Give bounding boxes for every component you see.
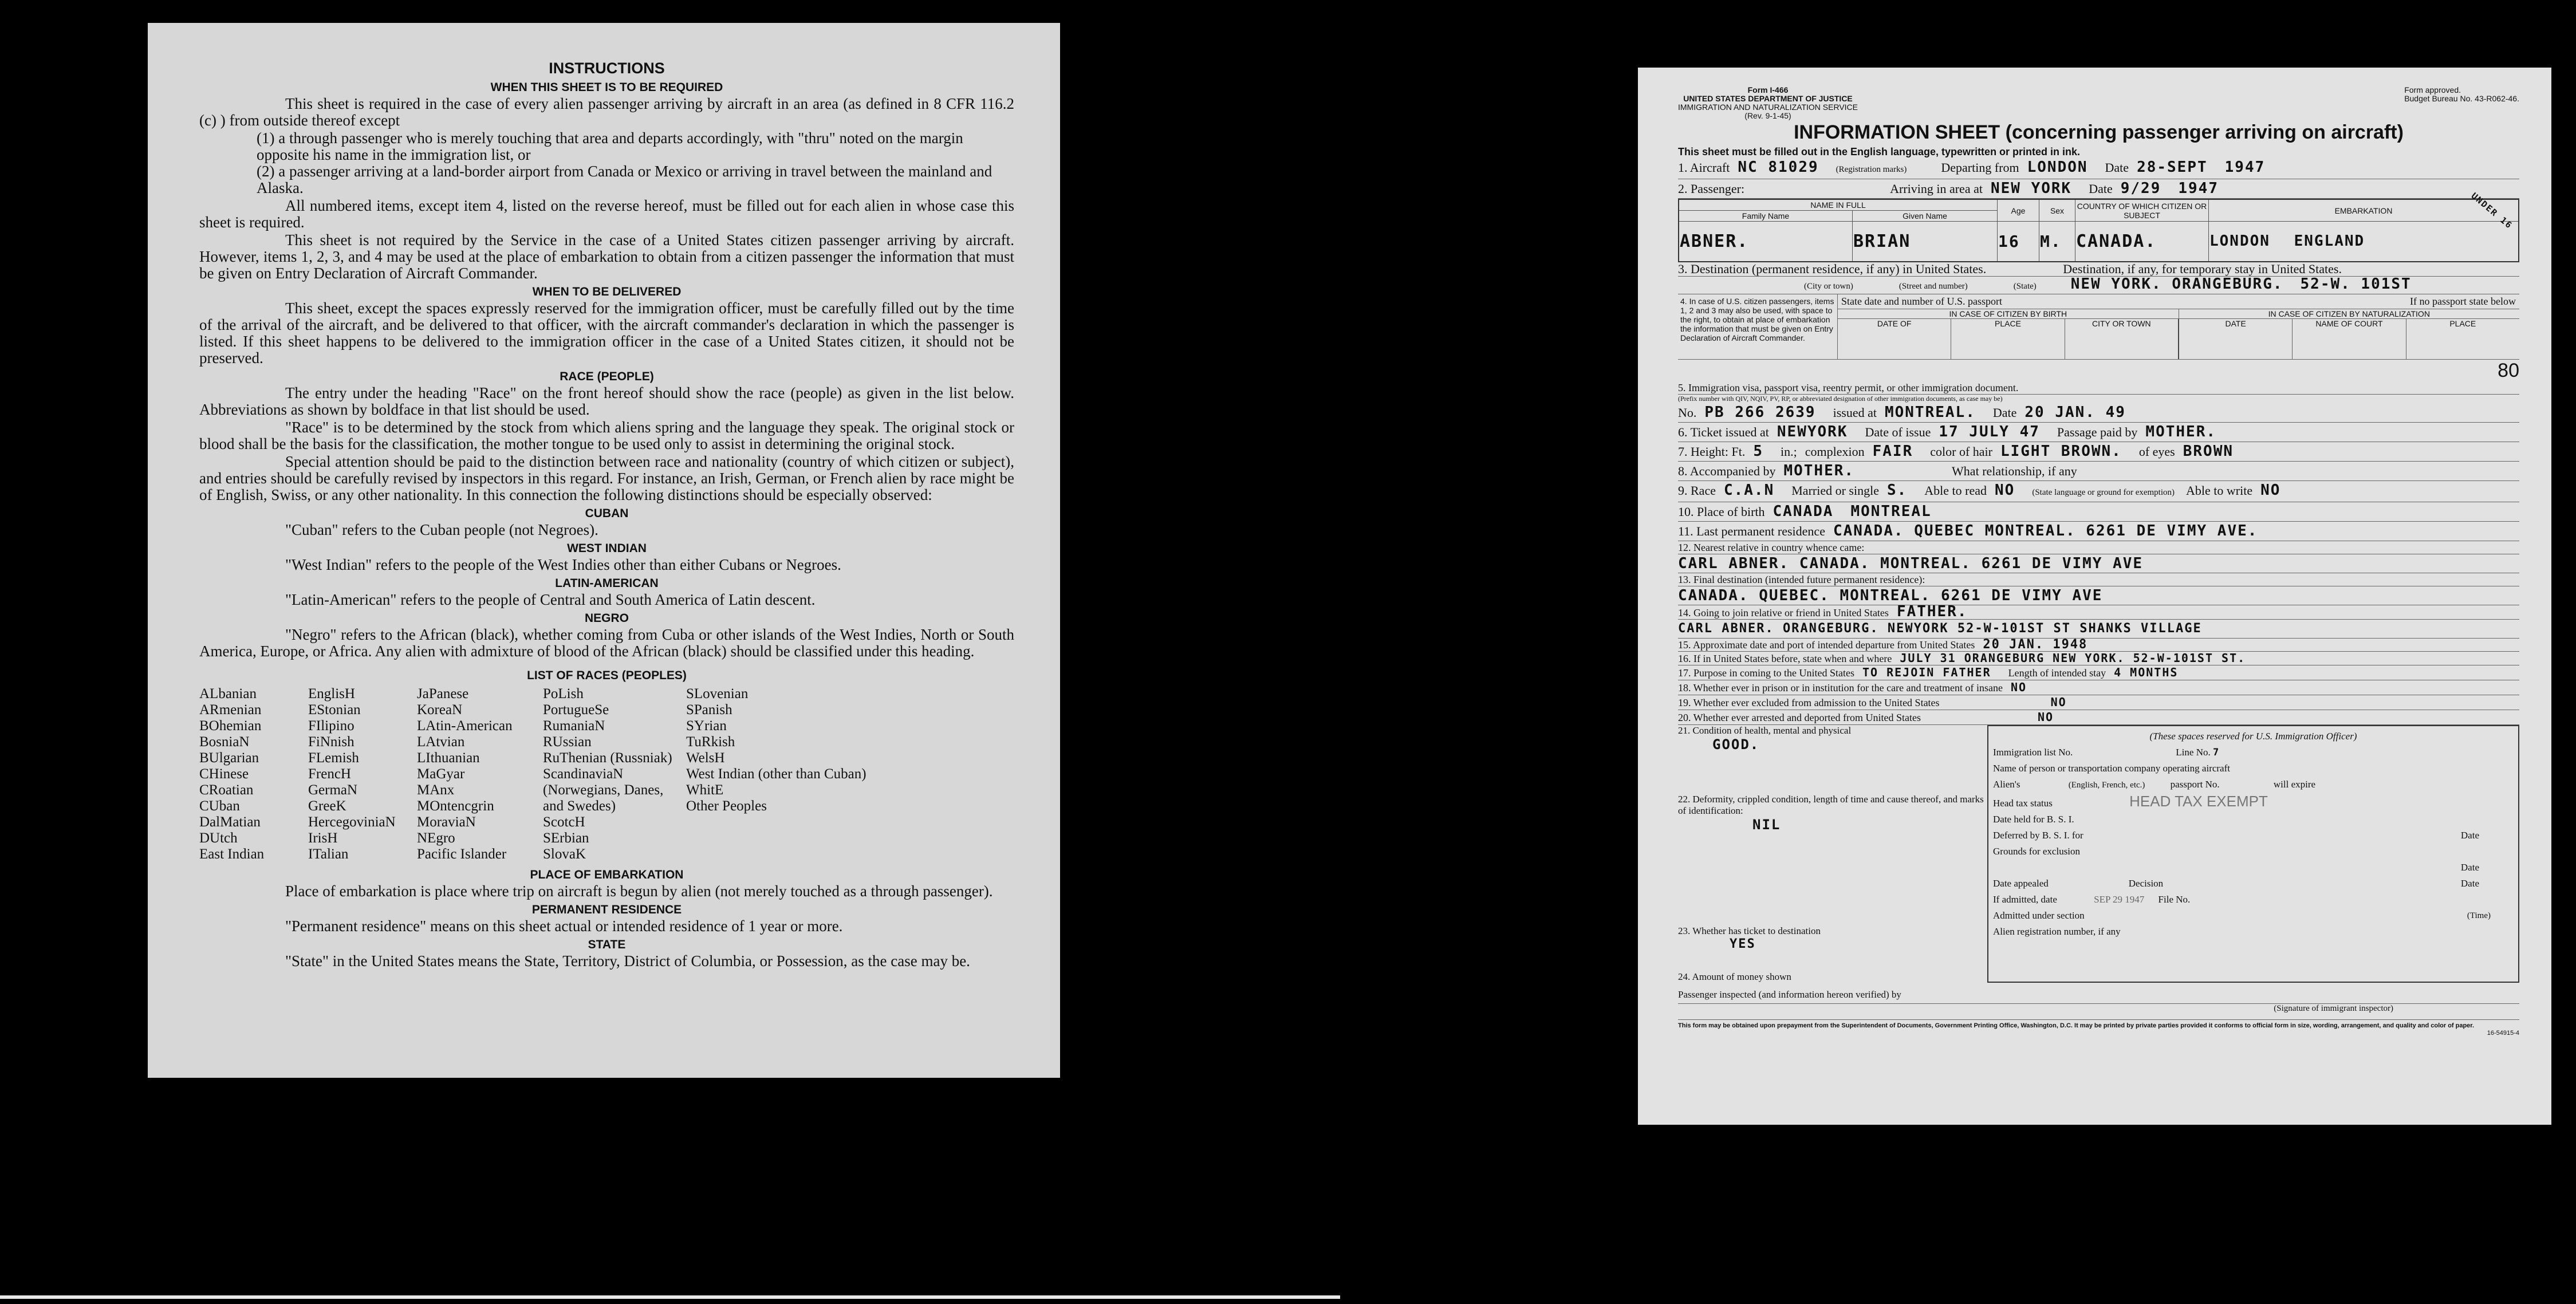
item-12-label-row <box>1678 541 2519 554</box>
height-in-label: in.; <box>1781 444 1797 459</box>
ticket-destination-label: 23. Whether has ticket to destination <box>1678 925 1821 936</box>
race-item: PoLish <box>543 686 584 702</box>
write-label: Able to write <box>2186 483 2253 498</box>
departing-label: Departing from <box>1941 160 2019 175</box>
exception-item-2: (2) a passenger arriving at a land-border airport from Canada or Mexico or arriving in travel between the mainland and Alaska. <box>257 163 992 196</box>
item-12-value-row <box>1678 554 2519 573</box>
complexion-value: FAIR <box>1872 442 1913 460</box>
arriving-value: NEW YORK <box>1990 180 2072 197</box>
sub-col-court: NAME OF COURT <box>2292 319 2405 359</box>
sub-col-city: CITY OR TOWN <box>2065 319 2178 359</box>
accompanied-value: MOTHER. <box>1783 462 1855 479</box>
item-3-label: 3. Destination (permanent residence, if any) in United States. <box>1678 262 1987 276</box>
race-item: TuRkish <box>686 734 735 750</box>
when-required-heading: WHEN THIS SHEET IS TO BE REQUIRED <box>490 81 723 94</box>
race-item: IrisH <box>308 830 338 846</box>
paragraph-1: This sheet is required in the case of every alien passenger arriving by aircraft in an area (as defined in 8 CFR 116.2 (c) ) from outside thereof except <box>199 95 1014 129</box>
admitted-stamp: SEP 29 1947 <box>2094 893 2145 905</box>
races-column-5 <box>686 686 1014 862</box>
aircraft-label: 1. Aircraft <box>1678 160 1730 175</box>
information-sheet <box>1638 68 2551 1125</box>
marital-value: S. <box>1886 481 1908 499</box>
item-18-row <box>1678 680 2519 695</box>
company-label: Name of person or transportation company operating aircraft <box>1993 762 2230 774</box>
cuban-text: "Cuban" refers to the Cuban people (not Negroes). <box>285 521 598 538</box>
decision-date-label: Date <box>2460 877 2479 889</box>
race-item: DUtch <box>199 830 238 846</box>
residence-text: "Permanent residence" means on this sheet actual or intended residence of 1 year or more. <box>285 917 843 935</box>
race-item: MOntencgrin <box>417 798 494 814</box>
head-tax-stamp: HEAD TAX EXEMPT <box>2129 792 2268 810</box>
last-residence-label: 11. Last permanent residence <box>1678 523 1825 538</box>
grounds-label: Grounds for exclusion <box>1993 845 2081 857</box>
before-value: JULY 31 ORANGEBURG NEW YORK. 52-W-101ST ST. <box>1900 651 2246 665</box>
date-of-issue-label: Date of issue <box>1865 424 1931 439</box>
header-right <box>2404 86 2519 120</box>
line-no-label: Line No. <box>2176 746 2211 758</box>
decision-label: Decision <box>2128 877 2164 889</box>
col-given-name: Given Name <box>1853 211 1998 222</box>
relationship-label: What relationship, if any <box>1952 463 2077 478</box>
write-value: NO <box>2260 481 2281 499</box>
visa-date: 20 JAN. 49 <box>2024 403 2126 421</box>
service: IMMIGRATION AND NATURALIZATION SERVICE <box>1678 103 1858 112</box>
join-relative-label: 14. Going to join relative or friend in United States <box>1678 606 1889 618</box>
final-destination-value: CANADA. QUEBEC. MONTREAL. 6261 DE VIMY AVE <box>1678 586 2103 604</box>
race-item: ALbanian <box>199 686 257 702</box>
item-16-row <box>1678 652 2519 665</box>
race-item: PortugueSe <box>543 702 609 718</box>
item-3-value-row <box>1678 277 2519 294</box>
item-19-row <box>1678 695 2519 710</box>
races-column-4 <box>543 686 686 862</box>
embarkation-country: ENGLAND <box>2294 233 2365 250</box>
form-approved: Form approved. <box>2404 85 2461 94</box>
officer-heading: (These spaces reserved for U.S. Immigration Officer) <box>2149 730 2357 742</box>
under-16-note: UNDER 16 <box>2469 190 2515 231</box>
race-item: EnglisH <box>308 686 355 702</box>
item-3-temp-label: Destination, if any, for temporary stay in United States. <box>2063 262 2342 276</box>
race-item: RumaniaN <box>543 718 605 734</box>
margin-number: 80 <box>2498 359 2519 381</box>
read-lang-caption: (State language or ground for exemption) <box>2032 487 2175 497</box>
paragraph-2: All numbered items, except item 4, listed on the reverse hereof, must be filled out for each alien in whose case this sheet is required. <box>199 197 1014 231</box>
signature-caption: (Signature of immigrant inspector) <box>2274 1003 2393 1013</box>
given-name: BRIAN <box>1853 222 1998 262</box>
purpose-label: 17. Purpose in coming to the United States <box>1678 667 1854 679</box>
race-item: ScandinaviaN (Norwegians, Danes, and Swedes) <box>543 766 664 814</box>
date-held-label: Date held for B. S. I. <box>1993 813 2074 825</box>
col-sex: Sex <box>2039 199 2075 222</box>
form-number: Form I-466 <box>1747 85 1789 94</box>
sub-col-place: PLACE <box>1951 319 2064 359</box>
embarkation-heading: PLACE OF EMBARKATION <box>530 868 684 881</box>
col-citizen: COUNTRY OF WHICH CITIZEN OR SUBJECT <box>2075 199 2209 222</box>
budget-number: Budget Bureau No. 43-R062-46. <box>2404 94 2519 103</box>
state-caption: (State) <box>2013 281 2037 291</box>
immigration-list-row <box>1993 744 2514 761</box>
excluded-label: 19. Whether ever excluded from admission to the United States <box>1678 696 1940 708</box>
deferred-label: Deferred by B. S. I. for <box>1993 829 2083 841</box>
race-item: LAtin-American <box>417 718 513 734</box>
by-birth-label: IN CASE OF CITIZEN BY BIRTH <box>1949 309 2067 318</box>
deformity-value: NIL <box>1752 816 1781 833</box>
read-value: NO <box>1995 481 2015 499</box>
depart-year-value: 1947 <box>2224 159 2266 176</box>
race-heading: RACE (PEOPLE) <box>560 370 654 383</box>
head-tax-row <box>1993 793 2514 811</box>
state-text: "State" in the United States means the State, Territory, District of Columbia, or Possession, as the case may be. <box>285 952 970 970</box>
exception-item-1: (1) a through passenger who is merely touching that area and departs accordingly, with "thru" noted on the margin opposite his name in the immigration list, or <box>257 129 963 163</box>
paragraph-7: Special attention should be paid to the distinction between race and nationality (country of which citizen or subject), and entries should be carefully revised by inspectors in this regard. For instance, an Irish, German, or French alien by race might be of English, Swiss, or any other nationality. In this connection the following distinctions should be especially observed: <box>199 453 1014 503</box>
excluded-value: NO <box>2050 695 2067 709</box>
passenger-table <box>1678 190 2519 262</box>
visa-date-label: Date <box>1992 405 2017 420</box>
deported-value: NO <box>2038 710 2054 724</box>
item-3-row <box>1678 262 2519 277</box>
citizen-sub-cols <box>1838 318 2519 359</box>
race-item: ITalian <box>308 846 349 862</box>
race-item: FrencH <box>308 766 351 782</box>
race-item: MaGyar <box>417 766 465 782</box>
purpose-value: TO REJOIN FATHER <box>1862 665 1991 679</box>
race-item: FiNnish <box>308 734 355 750</box>
departure-label: 15. Approximate date and port of intended departure from United States <box>1678 639 1975 651</box>
sheet-header <box>1678 86 2519 120</box>
race-item: RUssian <box>543 734 592 750</box>
length-stay-value: 4 MONTHS <box>2114 665 2179 679</box>
item-23-block <box>1678 925 1987 971</box>
item-14-label-row <box>1678 605 2519 620</box>
destination-street: 52-W. 101ST <box>2300 276 2412 293</box>
paragraph-5: The entry under the heading "Race" on the front hereof should show the race (people) as given in the list below. Abbreviations as shown by boldface in that list should be used. <box>199 384 1014 418</box>
appealed-row <box>1993 876 2514 892</box>
race-item: SlovaK <box>543 846 586 862</box>
item-4-table <box>1837 294 2519 359</box>
race-item: WhitE <box>686 782 724 798</box>
item-5-row <box>1678 381 2519 395</box>
passage-paid-by: MOTHER. <box>2145 423 2216 440</box>
when-delivered-heading: WHEN TO BE DELIVERED <box>532 285 682 298</box>
sheet-title: INFORMATION SHEET (concerning passenger arriving on aircraft) <box>1794 121 2404 143</box>
races-column-2 <box>308 686 417 862</box>
arrive-year-value: 1947 <box>2178 180 2219 197</box>
join-relationship: FATHER. <box>1896 605 1968 620</box>
latin-heading: LATIN-AMERICAN <box>555 577 659 590</box>
ticket-issued-label: 6. Ticket issued at <box>1678 424 1769 439</box>
race-item: WelsH <box>686 750 725 766</box>
nearest-relative-value: CARL ABNER. CANADA. MONTREAL. 6261 DE VIMY AVE <box>1678 554 2144 572</box>
item-5-value-row <box>1678 403 2519 423</box>
item-20-row <box>1678 710 2519 725</box>
birth-country: CANADA <box>1773 502 1834 520</box>
departure-value: 20 JAN. 1948 <box>1983 638 2088 652</box>
prison-label: 18. Whether ever in prison or in institution for the care and treatment of insane <box>1678 681 2003 694</box>
sex: M. <box>2039 222 2075 262</box>
item-4-label: 4. In case of U.S. citizen passengers, items 1, 2 and 3 may also be used, with space to the right, to obtain at place of embarkation the information that must be given on Entry Declaration of Aircraft Commander. <box>1680 296 1834 342</box>
final-destination-label: 13. Final destination (intended future permanent residence): <box>1678 573 1925 585</box>
length-stay-label: Length of intended stay <box>2008 667 2106 679</box>
item-9-row <box>1678 481 2519 502</box>
visa-number: PB 266 2639 <box>1704 403 1816 421</box>
depart-date-value: 28-SEPT <box>2137 159 2208 176</box>
race-item: BosniaN <box>199 734 250 750</box>
races-heading: LIST OF RACES (PEOPLES) <box>527 669 687 682</box>
before-label: 16. If in United States before, state when and where <box>1678 652 1892 664</box>
item-14-value-row <box>1678 620 2519 639</box>
aliens-row <box>1993 777 2514 793</box>
read-label: Able to read <box>1924 483 1987 498</box>
state-heading: STATE <box>588 938 626 951</box>
race-item: CRoatian <box>199 782 254 798</box>
arrive-date-label: Date <box>2089 182 2113 196</box>
exceptions-list <box>257 130 1014 196</box>
admitted-under-row <box>1993 908 2514 924</box>
accompanied-label: 8. Accompanied by <box>1678 463 1776 478</box>
time-caption: (Time) <box>2467 911 2491 920</box>
paragraph-4: This sheet, except the spaces expressly reserved for the immigration officer, must be carefully filled out by the time of the arrival of the aircraft, and be delivered to that officer, with the aircraft commander's declaration in which the passenger is listed. If this sheet happens to be delivered to the immigration officer in the case of a United States citizen, it should not be preserved. <box>199 300 1014 367</box>
embarkation-city: LONDON <box>2209 233 2270 250</box>
fill-note: This sheet must be filled out in the English language, typewritten or printed in ink. <box>1678 146 2081 157</box>
item-22-block <box>1678 794 1987 925</box>
age: 16 <box>1998 222 2039 262</box>
col-name-in-full: NAME IN FULL <box>1679 199 1998 211</box>
paragraph-6: "Race" is to be determined by the stock from which aliens spring and the language they speak. The original stock or blood shall be the basis for the classification, the mother tongue to be used only to assist in determining the original stock. <box>199 419 1014 452</box>
item-5-label: 5. Immigration visa, passport visa, reentry permit, or other immigration document. <box>1678 381 2019 393</box>
item-4-block <box>1678 294 2519 360</box>
item-6-row <box>1678 423 2519 442</box>
race-item: JaPanese <box>417 686 469 702</box>
no-passport-label: If no passport state below <box>2410 295 2516 307</box>
lower-section <box>1678 725 2519 983</box>
header-left <box>1678 86 1858 120</box>
race-item: BOhemian <box>199 718 262 734</box>
form-footer: This form may be obtained upon prepayment from the Superintendent of Documents, Government Printing Office, Washington, D.C. It may be printed by private parties provided it conforms to official form in size, wording, arrangement, and quality and color of paper. <box>1678 1019 2519 1030</box>
negro-text: "Negro" refers to the African (black), whether coming from Cuba or other islands of the West Indies, North or South America, Europe, or Africa. Any alien with admixture of blood of the African (black) should be classified under this heading. <box>199 626 1014 660</box>
print-code: 16-54915-4 <box>2487 1029 2519 1037</box>
passport-label: State date and number of U.S. passport <box>1841 295 2002 307</box>
instructions-page <box>148 23 1060 1078</box>
marital-label: Married or single <box>1791 483 1879 498</box>
item-10-row <box>1678 502 2519 522</box>
destination-value: NEW YORK. ORANGEBURG. <box>2070 276 2283 293</box>
race-item: Other Peoples <box>686 798 767 814</box>
passport-no-label: passport No. <box>2170 778 2220 790</box>
ticket-destination-value: YES <box>1730 936 1756 951</box>
item-1-row <box>1678 158 2519 179</box>
passenger-label: 2. Passenger: <box>1678 182 1745 196</box>
money-label: 24. Amount of money shown <box>1678 971 1791 982</box>
item-7-row <box>1678 442 2519 462</box>
officer-box <box>1987 725 2519 983</box>
street-caption: (Street and number) <box>1898 281 1968 291</box>
races-column-1 <box>199 686 308 862</box>
races-column-3 <box>417 686 543 862</box>
citizen-type-row <box>1838 309 2519 318</box>
race-item: MAnx <box>417 782 455 798</box>
hair-value: LIGHT BROWN. <box>2000 442 2122 460</box>
race-item: NEgro <box>417 830 455 846</box>
will-expire-label: will expire <box>2273 778 2316 790</box>
west-indian-text: "West Indian" refers to the people of the West Indies other than either Cubans or Negroes. <box>285 556 841 573</box>
eyes-label: of eyes <box>2138 444 2175 459</box>
cuban-heading: CUBAN <box>585 507 629 520</box>
grounds-date-label: Date <box>2460 861 2479 873</box>
item-13-label-row <box>1678 573 2519 586</box>
reg-marks-label: (Registration marks) <box>1836 165 1907 174</box>
race-item: ARmenian <box>199 702 262 718</box>
issued-at-label: issued at <box>1833 405 1877 420</box>
item-24-block <box>1678 971 1987 983</box>
passage-paid-label: Passage paid by <box>2057 424 2138 439</box>
depart-date-label: Date <box>2105 160 2129 175</box>
birth-label: 10. Place of birth <box>1678 504 1765 519</box>
inspected-row <box>1678 986 2519 1004</box>
aircraft-value: NC 81029 <box>1738 159 1819 176</box>
race-item: FLemish <box>308 750 359 766</box>
passenger-row <box>1679 222 2519 262</box>
embarkation-text: Place of embarkation is place where trip on aircraft is begun by alien (not merely touched as a through passenger). <box>285 883 993 900</box>
citizen-country: CANADA. <box>2075 222 2209 262</box>
sub-col-place-2: PLACE <box>2406 319 2519 359</box>
deformity-label: 22. Deformity, crippled condition, length of time and cause thereof, and marks of identification: <box>1678 793 1984 816</box>
race-label: 9. Race <box>1678 483 1716 498</box>
race-item: SErbian <box>543 830 589 846</box>
race-item: BUlgarian <box>199 750 259 766</box>
race-item: West Indian (other than Cuban) <box>686 766 866 782</box>
race-item: CUban <box>199 798 240 814</box>
health-value: GOOD. <box>1712 736 1760 753</box>
west-indian-heading: WEST INDIAN <box>567 542 647 555</box>
family-name: ABNER. <box>1680 231 1749 251</box>
aliens-caption: (English, French, etc.) <box>2068 780 2145 790</box>
instructions-title: INSTRUCTIONS <box>549 60 665 77</box>
race-item: KoreaN <box>417 702 463 718</box>
race-item: LIthuanian <box>417 750 480 766</box>
departing-value: LONDON <box>2027 159 2088 176</box>
nearest-relative-label: 12. Nearest relative in country whence came: <box>1678 541 1865 553</box>
passenger-table-header <box>1679 199 2519 211</box>
file-no-label: File No. <box>2158 893 2191 905</box>
race-item: SPanish <box>686 702 732 718</box>
birth-city: MONTREAL <box>1850 502 1932 520</box>
date-appealed-label: Date appealed <box>1993 877 2049 889</box>
item-5-note: (Prefix number with QIV, NQIV, PV, RP, or abbreviated designation of other immigration documents, as case may be) <box>1678 394 2003 403</box>
race-item: RuThenian (Russniak) <box>543 750 672 766</box>
health-label: 21. Condition of health, mental and physical <box>1678 724 1852 736</box>
issued-at-value: MONTREAL. <box>1884 403 1976 421</box>
prison-value: NO <box>2011 680 2027 694</box>
race-item: FIlipino <box>308 718 355 734</box>
col-family-name: Family Name <box>1742 211 1790 220</box>
item-4-passport-row <box>1838 294 2519 309</box>
head-tax-label: Head tax status <box>1993 797 2053 809</box>
complexion-label: complexion <box>1805 444 1865 459</box>
join-relative-value: CARL ABNER. ORANGEBURG. NEWYORK 52-W-101ST ST SHANKS VILLAGE <box>1678 621 2202 636</box>
latin-text: "Latin-American" refers to the people of Central and South America of Latin descent. <box>285 591 816 608</box>
eyes-value: BROWN <box>2183 442 2234 460</box>
immigration-list-label: Immigration list No. <box>1993 746 2073 758</box>
visa-no-label: No. <box>1678 405 1697 420</box>
revision: (Rev. 9-1-45) <box>1744 111 1791 120</box>
race-item: DalMatian <box>199 814 261 830</box>
city-caption: (City or town) <box>1804 281 1853 291</box>
deferred-date-label: Date <box>2460 829 2479 841</box>
item-13-value-row <box>1678 586 2519 605</box>
hair-label: color of hair <box>1930 444 1992 459</box>
by-naturalization-label: IN CASE OF CITIZEN BY NATURALIZATION <box>2179 309 2520 318</box>
residence-heading: PERMANENT RESIDENCE <box>531 903 682 916</box>
race-item: GreeK <box>308 798 346 814</box>
race-item: GermaN <box>308 782 358 798</box>
col-embarkation: EMBARKATION <box>2209 199 2519 222</box>
arrive-date-value: 9/29 <box>2120 180 2161 197</box>
lower-left <box>1678 725 1987 983</box>
deported-label: 20. Whether ever arrested and deported from United States <box>1678 711 1921 723</box>
alien-registration-label: Alien registration number, if any <box>1993 925 2121 937</box>
race-item: SLovenian <box>686 686 749 702</box>
item-15-row <box>1678 639 2519 652</box>
height-feet: 5 <box>1753 442 1763 460</box>
bottom-strip <box>0 1295 1340 1299</box>
sub-col-date-of: DATE OF <box>1877 318 1912 328</box>
arriving-label: Arriving in area at <box>1890 182 1983 196</box>
race-item: EStonian <box>308 702 361 718</box>
department: UNITED STATES DEPARTMENT OF JUSTICE <box>1683 94 1853 103</box>
race-item: ScotcH <box>543 814 585 830</box>
admitted-row <box>1993 892 2514 908</box>
item-17-row <box>1678 665 2519 680</box>
inspected-label: Passenger inspected (and information hereon verified) by <box>1678 988 1901 1000</box>
ticket-issued-at: NEWYORK <box>1777 423 1848 440</box>
last-residence-value: CANADA. QUEBEC MONTREAL. 6261 DE VIMY AVE. <box>1833 522 2258 539</box>
aliens-label: Alien's <box>1993 778 2020 790</box>
ticket-date: 17 JULY 47 <box>1939 423 2040 440</box>
race-item: East Indian <box>199 846 265 862</box>
item-8-row <box>1678 462 2519 481</box>
race-item: CHinese <box>199 766 249 782</box>
sub-col-date: DATE <box>2178 319 2292 359</box>
item-2-row <box>1678 179 2519 199</box>
race-value: C.A.N <box>1723 481 1775 499</box>
race-item: Pacific Islander <box>417 846 507 862</box>
races-list <box>199 686 1014 862</box>
col-age: Age <box>1998 199 2039 222</box>
line-no-value: 7 <box>2212 746 2220 758</box>
height-label: 7. Height: Ft. <box>1678 444 1746 459</box>
race-item: HercegoviniaN <box>308 814 396 830</box>
item-21-block <box>1678 725 1987 794</box>
negro-heading: NEGRO <box>584 612 629 625</box>
if-admitted-label: If admitted, date <box>1993 893 2057 905</box>
paragraph-3: This sheet is not required by the Service in the case of a United States citizen passenger arriving by aircraft. However, items 1, 2, 3, and 4 may be used at the place of embarkation to obtain from a citizen passenger the information that must be given on Entry Declaration of Aircraft Commander. <box>199 231 1014 282</box>
admitted-under-label: Admitted under section <box>1993 909 2085 921</box>
race-item: MoraviaN <box>417 814 476 830</box>
deferred-row <box>1993 828 2514 844</box>
race-item: SYrian <box>686 718 727 734</box>
item-11-row <box>1678 522 2519 541</box>
race-item: LAtvian <box>417 734 465 750</box>
